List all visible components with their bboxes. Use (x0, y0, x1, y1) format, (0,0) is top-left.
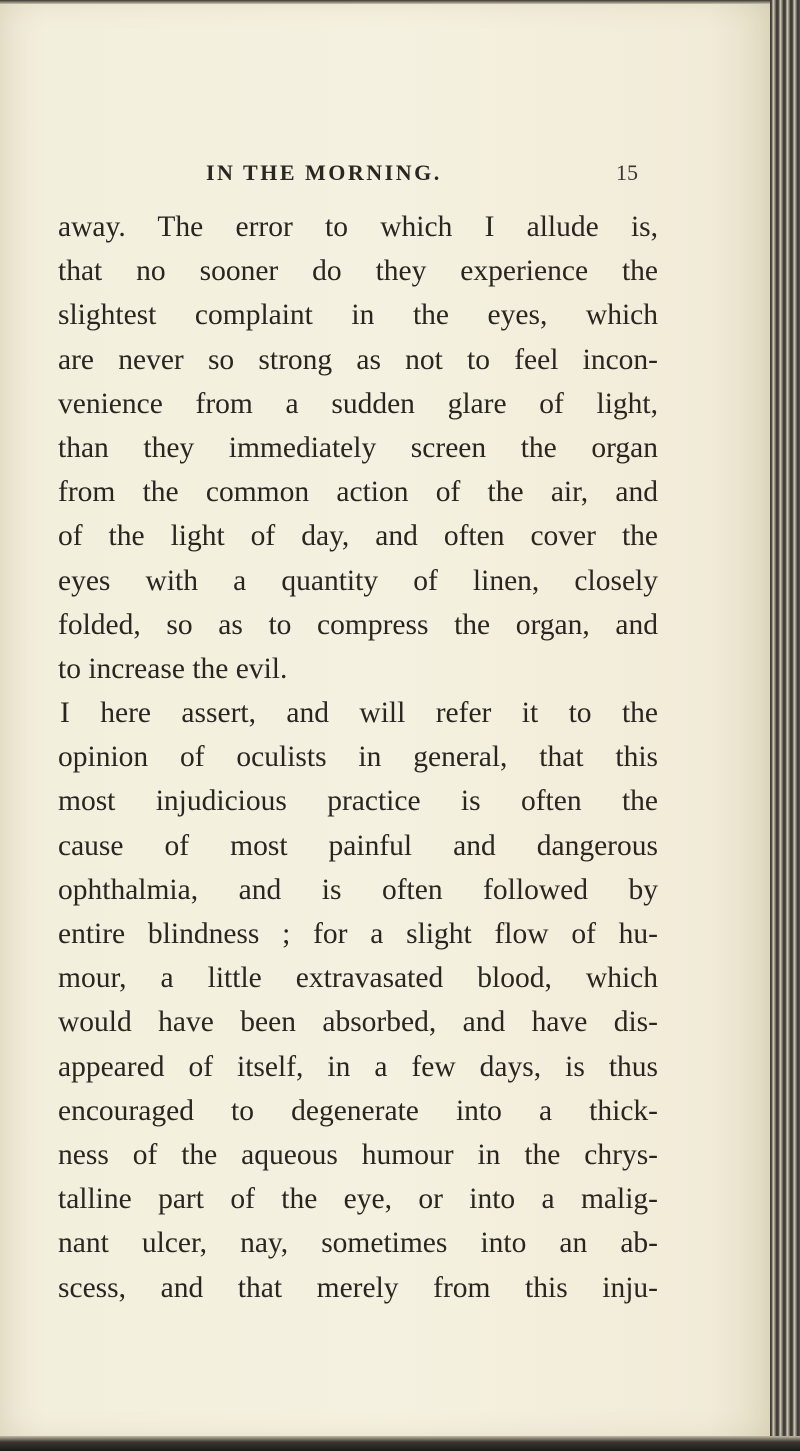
text-line: ophthalmia, and is often followed by (58, 873, 658, 906)
page-number: 15 (616, 160, 638, 185)
text-line: away. The error to which I allude is, (58, 211, 658, 243)
text-line: opinion of oculists in general, that this (58, 741, 658, 774)
text-line: than they immediately screen the organ (58, 431, 658, 464)
text-line: cause of most painful and dangerous (58, 829, 658, 862)
text-line: talline part of the eye, or into a malig- (58, 1183, 658, 1216)
page-top-edge (0, 0, 770, 4)
text-line: would have been absorbed, and have dis- (58, 1006, 658, 1039)
text-line: are never so strong as not to feel incon- (58, 343, 658, 376)
text-line: encouraged to degenerate into a thick- (58, 1094, 658, 1127)
body-text (58, 205, 658, 1310)
text-line: entire blindness ; for a slight flow of hu- (58, 918, 658, 950)
text-line-paragraph-end: to increase the evil. (58, 652, 288, 685)
text-line: mour, a little extravasated blood, which (58, 962, 658, 995)
text-line: ness of the aqueous humour in the chrys- (58, 1138, 658, 1171)
text-line: nant ulcer, nay, sometimes into an ab- (58, 1227, 658, 1260)
text-line-paragraph-start: I here assert, and will refer it to the (60, 697, 658, 730)
text-line: from the common action of the air, and (58, 476, 658, 509)
text-line: venience from a sudden glare of light, (58, 387, 658, 420)
text-line: of the light of day, and often cover the (58, 520, 658, 553)
text-line: scess, and that merely from this inju- (58, 1271, 658, 1304)
running-head-title: IN THE MORNING. (206, 160, 442, 185)
text-line: most injudicious practice is often the (58, 785, 658, 818)
text-line: eyes with a quantity of linen, closely (58, 564, 658, 597)
text-line: appeared of itself, in a few days, is thus (58, 1050, 658, 1083)
page-bottom-edge (0, 1436, 800, 1451)
book-fore-edge (770, 0, 800, 1451)
text-line: slightest complaint in the eyes, which (58, 299, 658, 332)
text-line: folded, so as to compress the organ, and (58, 608, 658, 641)
text-line: that no sooner do they experience the (58, 255, 658, 288)
running-head (58, 160, 658, 190)
